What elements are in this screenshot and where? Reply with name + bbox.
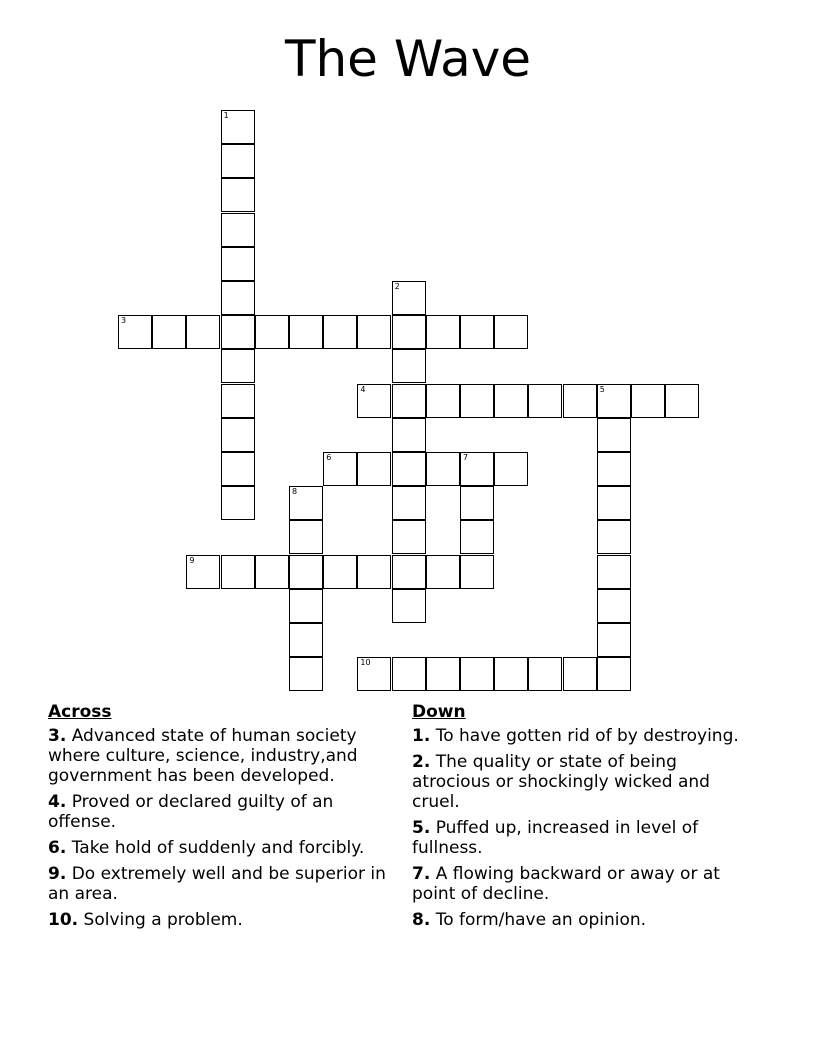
grid-cell[interactable] (460, 384, 494, 418)
grid-cell[interactable] (221, 213, 255, 247)
grid-cell[interactable] (221, 110, 255, 144)
grid-cell[interactable] (494, 657, 528, 691)
clue-number: 9. (48, 864, 67, 884)
grid-cell[interactable] (323, 315, 357, 349)
grid-cell[interactable] (597, 452, 631, 486)
grid-cell[interactable] (289, 486, 323, 520)
grid-cell[interactable] (665, 384, 699, 418)
clue-text: Do extremely well and be superior in an area. (48, 864, 386, 904)
clue-text: Puffed up, increased in level of fullness. (412, 818, 699, 858)
clue-number: 1. (412, 726, 431, 746)
grid-cell[interactable] (221, 144, 255, 178)
grid-cell[interactable] (460, 555, 494, 589)
clue-text: The quality or state of being atrocious or shockingly wicked and cruel. (412, 752, 710, 812)
clue-number-label: 1 (223, 111, 229, 120)
grid-cell[interactable] (323, 452, 357, 486)
grid-cell[interactable] (494, 315, 528, 349)
grid-cell[interactable] (597, 657, 631, 691)
clue-text: To have gotten rid of by destroying. (435, 726, 739, 746)
page-title: The Wave (284, 30, 532, 88)
across-clue (48, 792, 393, 832)
across-clues (48, 702, 393, 936)
grid-cell[interactable] (426, 315, 460, 349)
grid-cell[interactable] (426, 384, 460, 418)
grid-cell[interactable] (255, 555, 289, 589)
down-clue (412, 726, 757, 746)
grid-cell[interactable] (186, 315, 220, 349)
grid-cell[interactable] (289, 520, 323, 554)
grid-cell[interactable] (392, 281, 426, 315)
clue-text: To form/have an opinion. (435, 910, 647, 930)
grid-cell[interactable] (392, 486, 426, 520)
down-heading: Down (412, 702, 466, 722)
grid-cell[interactable] (186, 555, 220, 589)
across-clue (48, 726, 393, 786)
grid-cell[interactable] (221, 555, 255, 589)
grid-cell[interactable] (357, 657, 391, 691)
grid-cell[interactable] (597, 418, 631, 452)
clue-text: Advanced state of human society where culture, science, industry,and government has been developed. (48, 726, 358, 786)
grid-cell[interactable] (357, 555, 391, 589)
clue-number: 2. (412, 752, 431, 772)
clue-number-label: 9 (189, 555, 195, 565)
down-clue (412, 864, 757, 904)
grid-cell[interactable] (357, 452, 391, 486)
clue-number-label: 2 (394, 282, 400, 291)
clue-number-label: 7 (463, 453, 469, 462)
grid-cell[interactable] (221, 247, 255, 281)
grid-cell[interactable] (221, 281, 255, 315)
clue-number: 10. (48, 910, 79, 930)
clue-text: Solving a problem. (83, 910, 243, 930)
clue-number-label: 5 (599, 384, 605, 394)
grid-cell[interactable] (528, 657, 562, 691)
across-clue (48, 910, 393, 930)
grid-cell[interactable] (494, 384, 528, 418)
grid-cell[interactable] (392, 555, 426, 589)
clue-number: 7. (412, 864, 431, 884)
grid-cell[interactable] (597, 623, 631, 657)
grid-cell[interactable] (152, 315, 186, 349)
grid-cell[interactable] (289, 657, 323, 691)
clue-number-label: 4 (360, 384, 366, 394)
grid-cell[interactable] (289, 589, 323, 623)
clue-number-label: 3 (121, 316, 127, 326)
grid-cell[interactable] (255, 315, 289, 349)
across-heading: Across (48, 702, 112, 722)
grid-cell[interactable] (597, 486, 631, 520)
grid-cell[interactable] (392, 384, 426, 418)
clue-text: Proved or declared guilty of an offense. (48, 792, 334, 832)
grid-cell[interactable] (392, 452, 426, 486)
grid-cell[interactable] (221, 418, 255, 452)
grid-cell[interactable] (221, 486, 255, 520)
grid-cell[interactable] (597, 555, 631, 589)
grid-cell[interactable] (597, 520, 631, 554)
grid-cell[interactable] (392, 315, 426, 349)
down-clue (412, 818, 757, 858)
grid-cell[interactable] (426, 555, 460, 589)
clue-number: 4. (48, 792, 67, 812)
grid-cell[interactable] (597, 384, 631, 418)
clue-number: 8. (412, 910, 431, 930)
grid-cell[interactable] (221, 178, 255, 212)
grid-cell[interactable] (221, 452, 255, 486)
grid-cell[interactable] (392, 520, 426, 554)
grid-cell[interactable] (426, 452, 460, 486)
grid-cell[interactable] (289, 623, 323, 657)
clue-number-label: 8 (292, 487, 298, 497)
grid-cell[interactable] (392, 418, 426, 452)
clue-number: 5. (412, 818, 431, 838)
across-clue (48, 864, 393, 904)
across-clue (48, 838, 393, 858)
grid-cell[interactable] (289, 555, 323, 589)
grid-cell[interactable] (392, 349, 426, 383)
grid-cell[interactable] (460, 486, 494, 520)
down-clue (412, 910, 757, 930)
clue-number-label: 6 (326, 453, 332, 462)
grid-cell[interactable] (323, 555, 357, 589)
clue-number: 3. (48, 726, 67, 746)
clue-text: A flowing backward or away or at point of decline. (412, 864, 720, 904)
grid-cell[interactable] (426, 657, 460, 691)
grid-cell[interactable] (563, 384, 597, 418)
grid-cell[interactable] (494, 452, 528, 486)
grid-cell[interactable] (460, 452, 494, 486)
grid-cell[interactable] (392, 589, 426, 623)
grid-cell[interactable] (631, 384, 665, 418)
grid-cell[interactable] (528, 384, 562, 418)
clue-text: Take hold of suddenly and forcibly. (71, 838, 365, 858)
grid-cell[interactable] (460, 657, 494, 691)
grid-cell[interactable] (221, 349, 255, 383)
clue-number: 6. (48, 838, 67, 858)
grid-cell[interactable] (460, 520, 494, 554)
grid-cell[interactable] (392, 657, 426, 691)
down-clue (412, 752, 757, 812)
grid-cell[interactable] (357, 384, 391, 418)
grid-cell[interactable] (357, 315, 391, 349)
grid-cell[interactable] (221, 315, 255, 349)
grid-cell[interactable] (460, 315, 494, 349)
grid-cell[interactable] (563, 657, 597, 691)
grid-cell[interactable] (118, 315, 152, 349)
down-clues (412, 702, 757, 936)
grid-cell[interactable] (289, 315, 323, 349)
grid-cell[interactable] (221, 384, 255, 418)
grid-cell[interactable] (597, 589, 631, 623)
clue-number-label: 10 (360, 658, 371, 668)
